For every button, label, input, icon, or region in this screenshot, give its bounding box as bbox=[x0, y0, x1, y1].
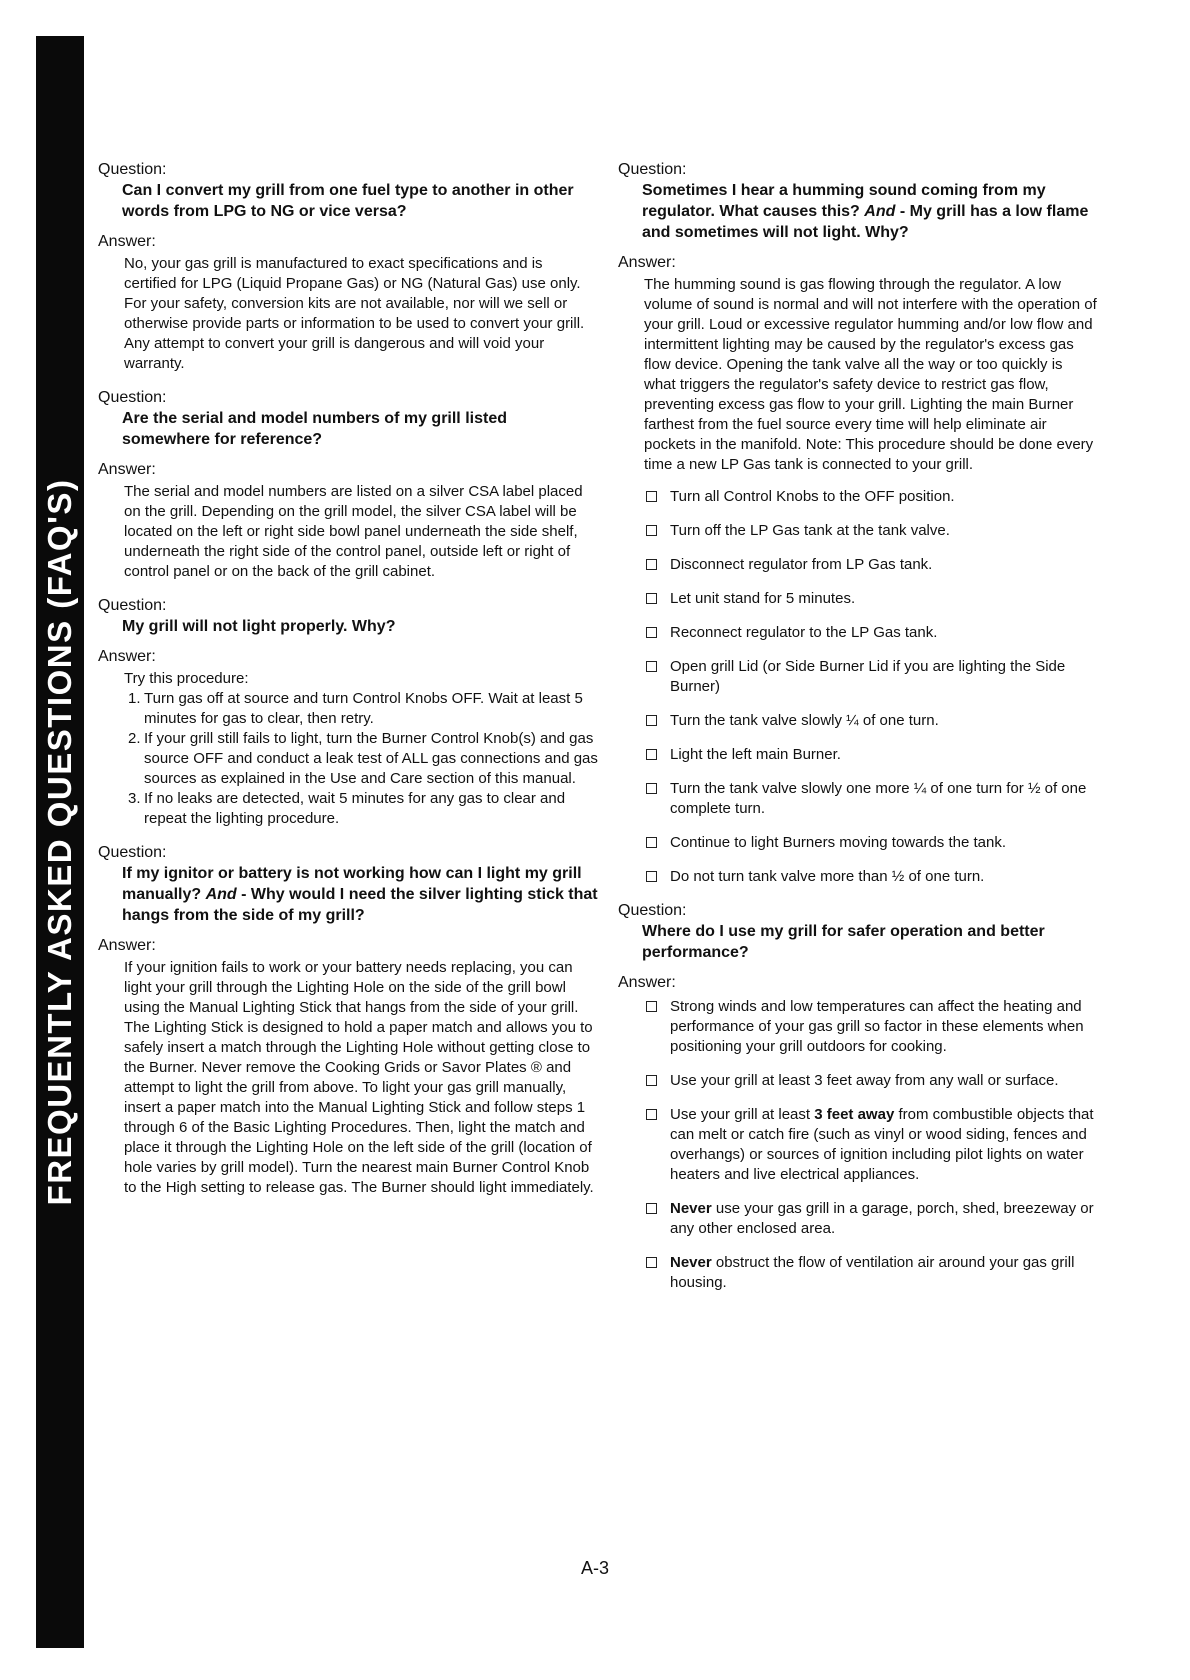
answer-label: Answer: bbox=[618, 254, 676, 271]
checklist-item bbox=[644, 657, 1098, 697]
emphasis-text: Never bbox=[670, 1254, 712, 1271]
checklist-item bbox=[644, 867, 1098, 887]
and-connector: And bbox=[864, 203, 896, 220]
checklist-text: Disconnect regulator from LP Gas tank. bbox=[670, 556, 933, 573]
side-tab bbox=[36, 36, 84, 1648]
question-title: Can I convert my grill from one fuel type to another in other words from LPG to NG or vice versa? bbox=[122, 182, 574, 220]
question-title-part: - Why would I need the silver lighting stick that hangs from the side of my grill? bbox=[122, 886, 598, 924]
checkbox-icon bbox=[646, 715, 657, 726]
question-title-part: - My grill has a low flame and sometimes will not light. Why? bbox=[642, 203, 1089, 241]
question-label: Question: bbox=[98, 844, 167, 861]
question-label: Question: bbox=[618, 902, 687, 919]
checklist-text: Do not turn tank valve more than ½ of one turn. bbox=[670, 868, 985, 885]
checkbox-icon bbox=[646, 525, 657, 536]
checkbox-icon bbox=[646, 783, 657, 794]
checklist-text: Turn the tank valve slowly one more ¼ of one turn for ½ of one complete turn. bbox=[670, 780, 1087, 817]
checkbox-icon bbox=[646, 627, 657, 638]
checklist-item bbox=[644, 487, 1098, 507]
answer-text: No, your gas grill is manufactured to exact specifications and is certified for LPG (Liquid Propane Gas) or NG (Natural Gas) use only. For your safety, conversion kits are not available, nor will we sell or otherwise provide parts or information to be used to convert your grill. Any attempt to convert your grill is dangerous and will void your warranty. bbox=[124, 255, 585, 372]
step-text: If no leaks are detected, wait 5 minutes for any gas to clear and repeat the lighting procedure. bbox=[144, 790, 566, 827]
question-label: Question: bbox=[98, 597, 167, 614]
checkbox-icon bbox=[646, 559, 657, 570]
question-title: Are the serial and model numbers of my grill listed somewhere for reference? bbox=[122, 410, 507, 448]
question-title bbox=[122, 863, 598, 926]
checkbox-icon bbox=[646, 1075, 657, 1086]
procedure-step bbox=[124, 729, 598, 789]
checklist-item bbox=[644, 623, 1098, 643]
checkbox-icon bbox=[646, 1001, 657, 1012]
checkbox-icon bbox=[646, 1203, 657, 1214]
emphasis-text: Never bbox=[670, 1200, 712, 1217]
procedure-steps bbox=[124, 689, 598, 829]
checklist-text: Open grill Lid (or Side Burner Lid if you are lighting the Side Burner) bbox=[670, 658, 1066, 695]
checklist-text: Use your grill at least bbox=[670, 1106, 811, 1123]
checklist-text: Light the left main Burner. bbox=[670, 746, 841, 763]
checkbox-icon bbox=[646, 871, 657, 882]
faq-item-regulator-humming bbox=[618, 160, 1098, 887]
faq-item-manual-lighting bbox=[98, 843, 598, 1198]
faq-item-serial-numbers bbox=[98, 388, 598, 582]
checklist-item bbox=[644, 521, 1098, 541]
checklist-item bbox=[644, 1199, 1098, 1239]
checklist-text: Use your grill at least 3 feet away from any wall or surface. bbox=[670, 1072, 1059, 1089]
left-column bbox=[98, 160, 598, 1206]
checkbox-icon bbox=[646, 1257, 657, 1268]
checklist-text: Strong winds and low temperatures can affect the heating and performance of your gas grill so factor in these elements when positioning your grill outdoors for cooking. bbox=[670, 998, 1084, 1055]
step-text: Turn gas off at source and turn Control Knobs OFF. Wait at least 5 minutes for gas to clear, then retry. bbox=[144, 690, 583, 727]
question-title-part: If my ignitor or battery is not working how can I light my grill manually? bbox=[122, 865, 582, 903]
checklist-item bbox=[644, 1071, 1098, 1091]
right-column bbox=[618, 160, 1098, 1307]
answer-label: Answer: bbox=[98, 461, 156, 478]
side-tab-title: FREQUENTLY ASKED QUESTIONS (FAQ'S) bbox=[41, 478, 78, 1206]
faq-item-safe-location bbox=[618, 901, 1098, 1293]
answer-text: The serial and model numbers are listed on a silver CSA label placed on the grill. Depending on the grill model, the silver CSA label will be located on the left or right side bowl panel underneath the side shelf, underneath the right side of the control panel, outside left or right of control panel or on the back of the grill cabinet. bbox=[124, 483, 583, 580]
checkbox-icon bbox=[646, 593, 657, 604]
checklist-text: Let unit stand for 5 minutes. bbox=[670, 590, 856, 607]
checklist-item bbox=[644, 555, 1098, 575]
procedure-step bbox=[124, 689, 598, 729]
procedure-step bbox=[124, 789, 598, 829]
question-title: My grill will not light properly. Why? bbox=[122, 618, 396, 635]
checklist-item bbox=[644, 833, 1098, 853]
question-title-part: Sometimes I hear a humming sound coming from my regulator. What causes this? bbox=[642, 182, 1046, 220]
checkbox-icon bbox=[646, 491, 657, 502]
question-label: Question: bbox=[618, 161, 687, 178]
checklist-text: use your gas grill in a garage, porch, shed, breezeway or any other enclosed area. bbox=[670, 1200, 1094, 1237]
checklist-text: Turn off the LP Gas tank at the tank valve. bbox=[670, 522, 950, 539]
question-label: Question: bbox=[98, 161, 167, 178]
checklist-text: Continue to light Burners moving towards the tank. bbox=[670, 834, 1007, 851]
checklist-text: Turn the tank valve slowly ¼ of one turn. bbox=[670, 712, 939, 729]
checklist-text: obstruct the flow of ventilation air around your gas grill housing. bbox=[670, 1254, 1075, 1291]
and-connector: And bbox=[205, 886, 237, 903]
answer-text: If your ignition fails to work or your battery needs replacing, you can light your grill through the Lighting Hole on the side of the grill bowl using the Manual Lighting Stick that hangs from the side of your grill. The Lighting Stick is designed to hold a paper match and allows you to safely insert a match through the Lighting Hole without getting close to the Burner. Never remove the Cooking Grids or Savor Plates ® and attempt to light the grill from above. To light your gas grill manually, insert a paper match into the Manual Lighting Stick and follow steps 1 through 6 of the Basic Lighting Procedures. Then, light the match and place it through the Lighting Hole on the left side of the grill (location of hole varies by grill model). Turn the nearest main Burner Control Knob to the High setting to release gas. The Burner should light immediately. bbox=[124, 959, 594, 1196]
question-label: Question: bbox=[98, 389, 167, 406]
question-title bbox=[642, 180, 1098, 243]
checkbox-icon bbox=[646, 749, 657, 760]
step-number: 3. bbox=[128, 790, 141, 807]
answer-label: Answer: bbox=[98, 233, 156, 250]
checklist-item bbox=[644, 589, 1098, 609]
checklist-item bbox=[644, 779, 1098, 819]
checklist-item bbox=[644, 711, 1098, 731]
checkbox-icon bbox=[646, 1109, 657, 1120]
step-number: 2. bbox=[128, 730, 141, 747]
checklist-text: Turn all Control Knobs to the OFF position. bbox=[670, 488, 955, 505]
answer-intro: Try this procedure: bbox=[124, 670, 249, 687]
answer-label: Answer: bbox=[98, 937, 156, 954]
page-number: A-3 bbox=[580, 1558, 609, 1578]
checklist-item bbox=[644, 1105, 1098, 1185]
checklist-text: from combustible objects that can melt or catch fire (such as vinyl or wood siding, fences and overhangs) or sources of ignition including pilot lights on water heaters and live electrical appliances. bbox=[670, 1106, 1094, 1183]
checklist-item bbox=[644, 997, 1098, 1057]
faq-item-will-not-light bbox=[98, 596, 598, 829]
checklist-item bbox=[644, 1253, 1098, 1293]
safety-list bbox=[644, 997, 1098, 1293]
checklist-text: Reconnect regulator to the LP Gas tank. bbox=[670, 624, 938, 641]
reset-procedure-list bbox=[644, 487, 1098, 887]
step-number: 1. bbox=[128, 690, 141, 707]
faq-item-fuel-conversion bbox=[98, 160, 598, 374]
answer-text: The humming sound is gas flowing through the regulator. A low volume of sound is normal and will not interfere with the operation of your grill. Loud or excessive regulator humming and/or low flow and intermittent lighting may be caused by the regulator's excess gas flow device. Opening the tank valve all the way or too quickly is what triggers the regulator's safety device to restrict gas flow, preventing excess gas flow to your grill. Lighting the main Burner farthest from the fuel source every time will help eliminate air pockets in the manifold. Note: This procedure should be done every time a new LP Gas tank is connected to your grill. bbox=[644, 276, 1097, 473]
checkbox-icon bbox=[646, 837, 657, 848]
answer-label: Answer: bbox=[98, 648, 156, 665]
checklist-item bbox=[644, 745, 1098, 765]
checkbox-icon bbox=[646, 661, 657, 672]
emphasis-text: 3 feet away bbox=[814, 1106, 895, 1123]
step-text: If your grill still fails to light, turn the Burner Control Knob(s) and gas source OFF and conduct a leak test of ALL gas connections and gas sources as explained in the Use and Care section of this manual. bbox=[144, 730, 598, 787]
question-title: Where do I use my grill for safer operation and better performance? bbox=[642, 923, 1045, 961]
answer-label: Answer: bbox=[618, 974, 676, 991]
